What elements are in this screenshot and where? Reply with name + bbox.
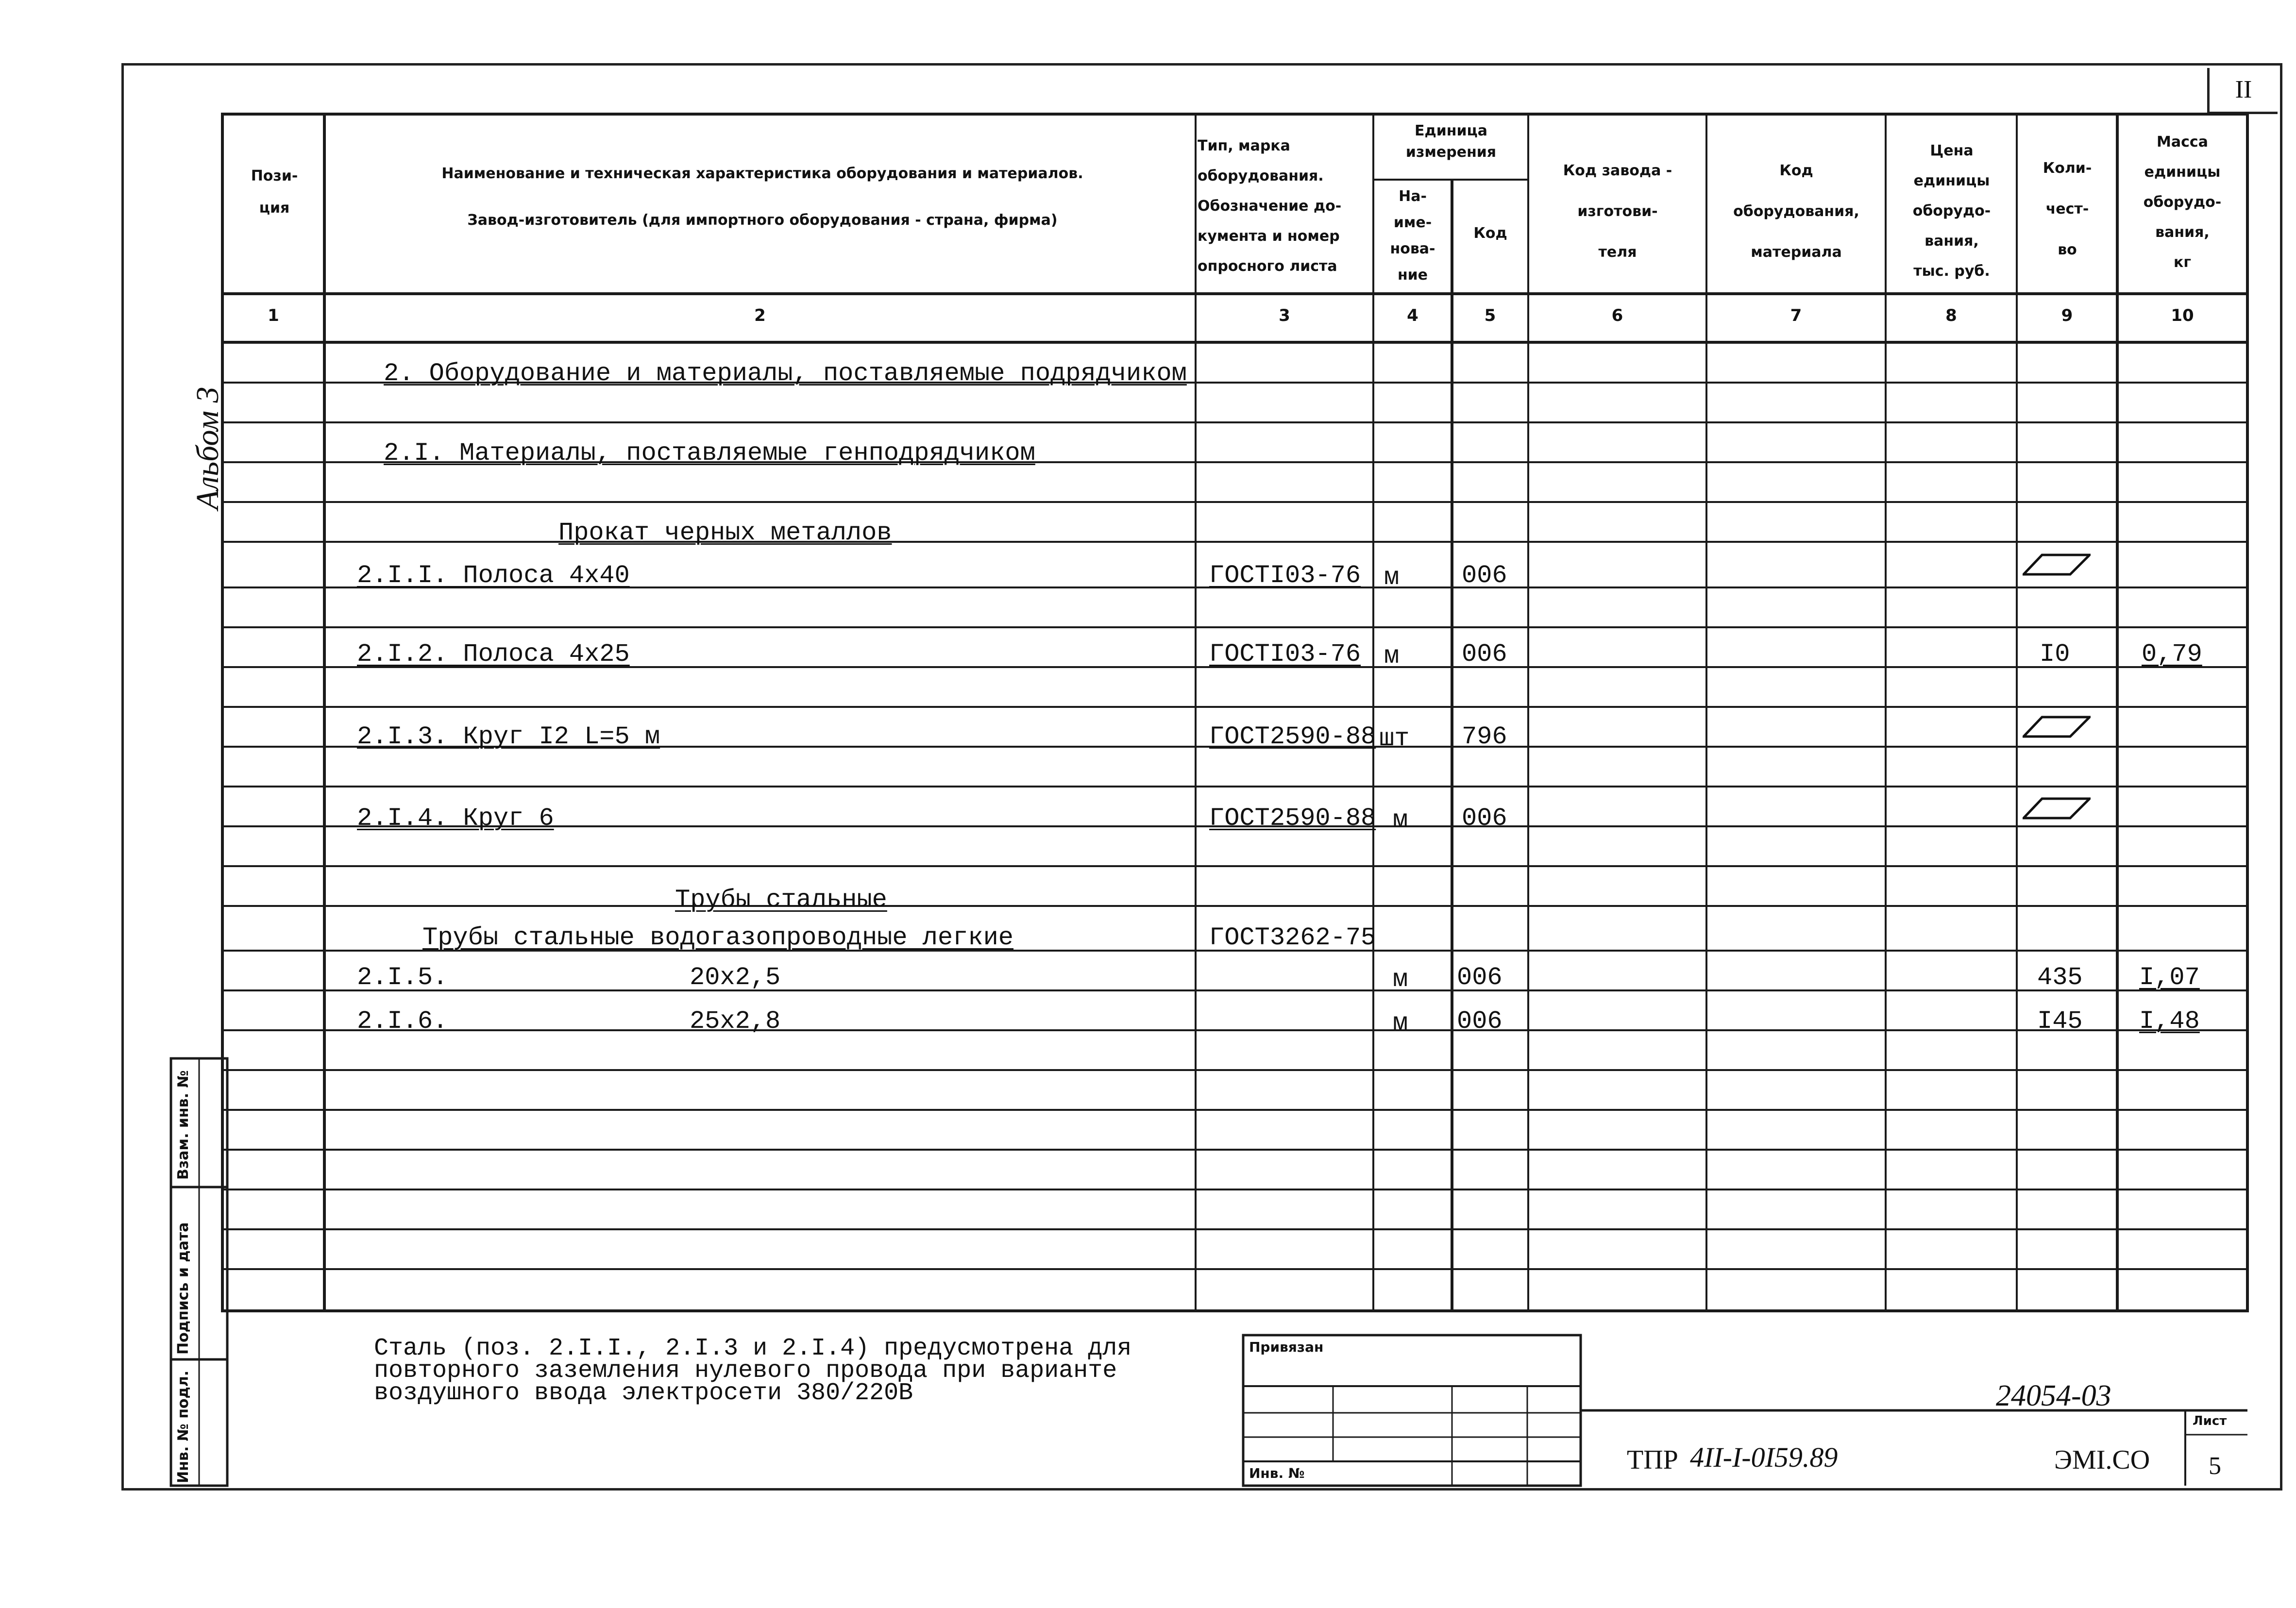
item-unit: м [1384,563,1400,592]
side-label-inv-original: Инв. № подл. [175,1370,192,1483]
header-equipment-code: Код оборудования, материала [1733,162,1859,261]
item-unit-code: 006 [1457,1007,1503,1036]
header-position: Пози- ция [251,168,298,217]
subsection-heading: 2.I. Материалы, поставляемые генподрядчиком [384,439,1035,468]
crossed-out-mark [2023,553,2091,576]
header-name: Наименование и техническая характеристика оборудования и материалов. Завод-изготовитель (для импортного оборудования - страна, фирма) [441,165,1083,229]
header-factory-code: Код завода - изготови- теля [1563,162,1672,261]
item-type: ГОСТI03-76 [1209,640,1361,669]
item-unit-code: 796 [1462,722,1507,751]
item-quantity: 435 [2037,963,2083,992]
item-position: 2.I.6. [357,1007,448,1036]
group-heading: Трубы стальные водогазопроводные легкие [422,923,1013,952]
group-heading: Трубы стальные [675,886,887,914]
set-code: ЭМI.СО [2054,1445,2150,1475]
sheet-label: Лист [2193,1414,2227,1428]
column-number: 2 [754,306,766,325]
item-name: 25x2,8 [690,1007,781,1036]
item-type: ГОСТ2590-88 [1209,722,1376,751]
item-unit: м [1393,1009,1408,1038]
item-name: 2.I.3. Круг I2 L=5 м [357,722,660,751]
item-unit: м [1393,806,1408,835]
header-unit-group: Единица измерения [1405,122,1497,161]
column-number: 1 [268,306,279,325]
column-number: 4 [1407,306,1418,325]
item-mass: 0,79 [2142,640,2202,669]
document-code: 4II-I-0I59.89 [1690,1441,1838,1473]
item-type: ГОСТ3262-75 [1209,923,1376,952]
corner-sheet-number: II [2207,68,2278,114]
item-unit: м [1393,965,1408,994]
side-label-replaced-inv: Взам. инв. № [175,1070,192,1180]
item-unit-code: 006 [1462,640,1507,669]
item-position: 2.I.5. [357,963,448,992]
header-price: Цена единицы оборудо- вания, тыс. руб. [1912,142,1991,280]
handwritten-number: 24054-03 [1996,1379,2111,1412]
stamp-attached-label: Привязан [1249,1339,1324,1355]
crossed-out-mark [2023,716,2091,738]
header-unit-name: На- име- нова- ние [1390,188,1435,284]
item-unit-code: 006 [1462,561,1507,590]
column-number: 7 [1790,306,1802,325]
header-type: Тип, марка оборудования. Обозначение до- кумента и номер опросного листа [1198,137,1342,275]
item-name: 2.I.4. Круг 6 [357,804,554,833]
header-quantity: Коли- чест- во [2043,160,2092,258]
item-mass: I,07 [2139,963,2200,992]
group-heading: Прокат черных металлов [558,519,892,547]
item-unit-code: 006 [1457,963,1503,992]
column-number: 10 [2171,306,2194,325]
item-quantity: I45 [2037,1007,2083,1036]
crossed-out-mark [2023,797,2091,820]
item-type: ГОСТI03-76 [1209,561,1361,590]
item-name: 2.I.I. Полоса 4x40 [357,561,630,590]
item-quantity: I0 [2040,640,2070,669]
column-number: 9 [2061,306,2073,325]
album-label: Альбом 3 [190,386,225,510]
document-prefix: ТПР [1627,1445,1678,1475]
column-number: 5 [1484,306,1496,325]
header-mass: Масса единицы оборудо- вания, кг [2143,134,2222,271]
section-heading: 2. Оборудование и материалы, поставляемые подрядчиком [384,359,1187,388]
column-number: 6 [1611,306,1623,325]
column-number: 3 [1279,306,1290,325]
item-mass: I,48 [2139,1007,2200,1036]
item-unit: шт [1379,724,1410,753]
item-type: ГОСТ2590-88 [1209,804,1376,833]
footnote: Сталь (поз. 2.I.I., 2.I.3 и 2.I.4) предусмотрена для повторного заземления нулевого провода при варианте воздушного ввода электросети 380/220В [374,1335,1132,1407]
sheet-number: 5 [2209,1452,2221,1480]
header-unit-code: Код [1473,225,1507,242]
item-name: 20x2,5 [690,963,781,992]
item-unit: м [1384,642,1400,670]
column-number: 8 [1945,306,1957,325]
side-label-signature-date: Подпись и дата [175,1222,192,1355]
stamp-inv-label: Инв. № [1249,1465,1305,1481]
item-unit-code: 006 [1462,804,1507,833]
item-name: 2.I.2. Полоса 4x25 [357,640,630,669]
